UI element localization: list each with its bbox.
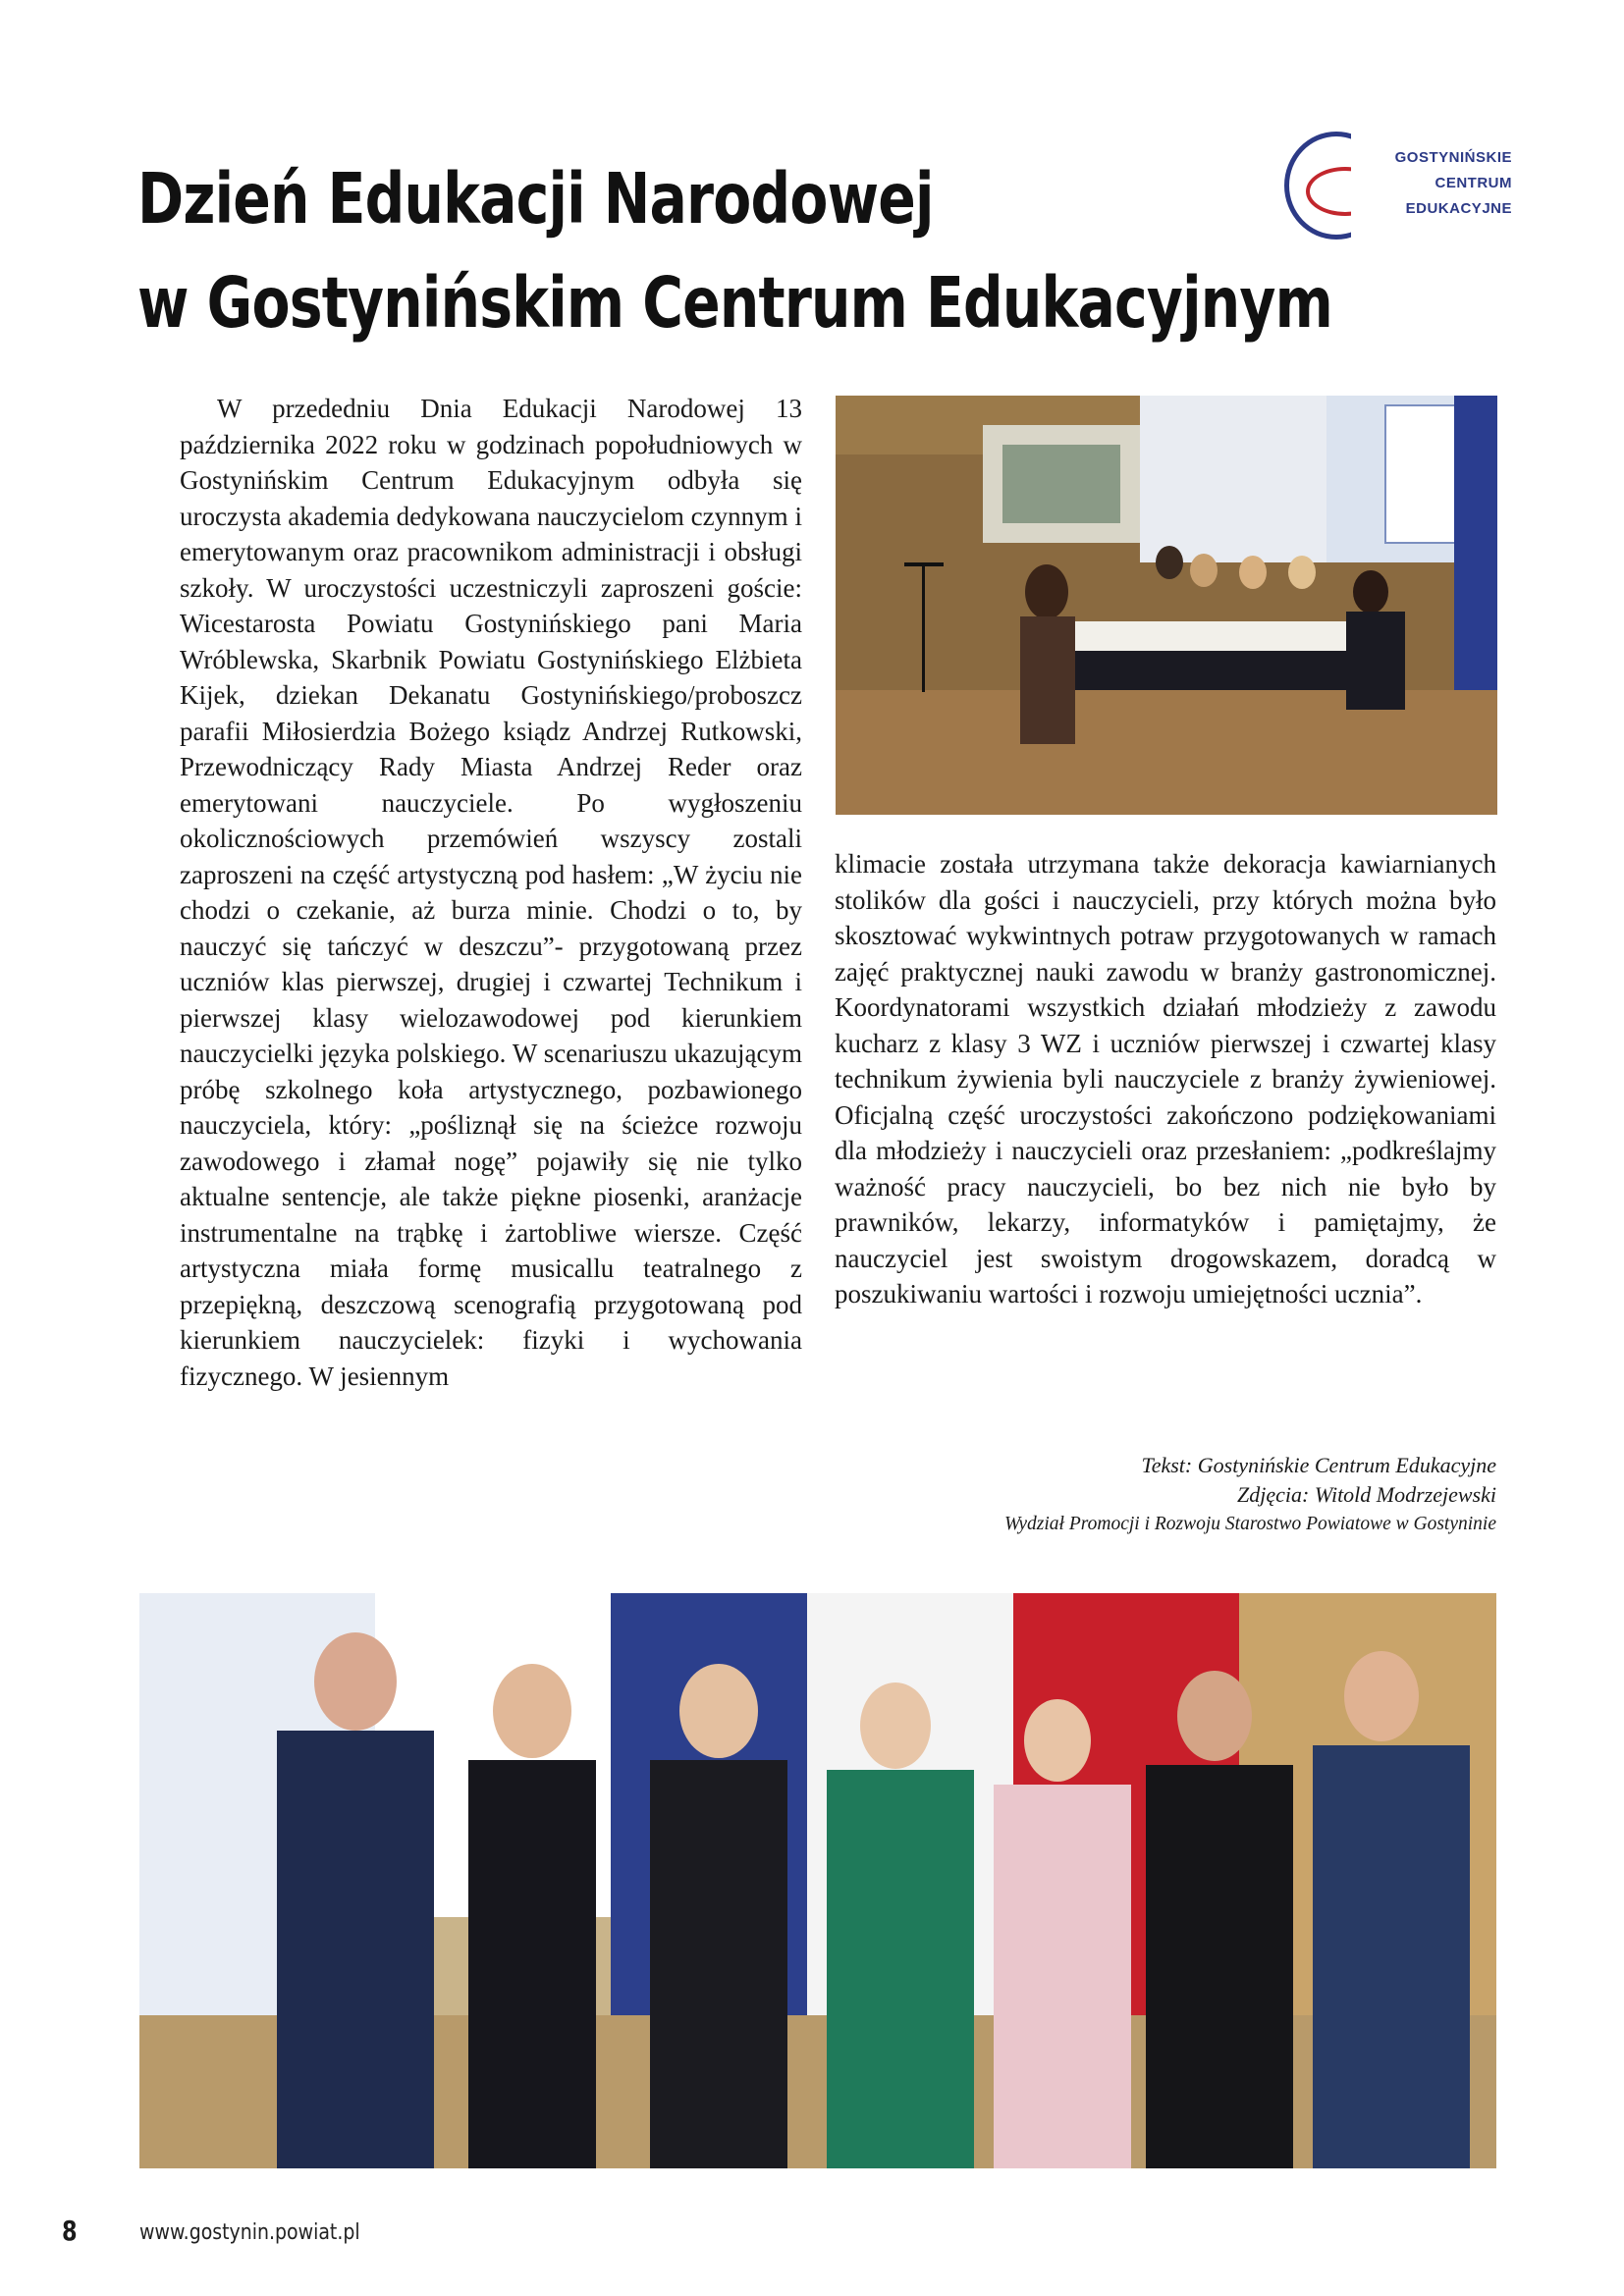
title-line-2: w Gostynińskim Centrum Edukacyjnym [137, 262, 1333, 344]
article-right-column [835, 846, 1496, 1312]
stage-performance-photo [836, 396, 1497, 815]
article-left-column [180, 391, 802, 1394]
article-title [137, 147, 1333, 355]
credit-department: Wydział Promocji i Rozwoju Starostwo Powiatowe w Gostyninie [1003, 1514, 1496, 1534]
group-photo [139, 1593, 1496, 2168]
article-paragraph-2: klimacie została utrzymana także dekoracja kawiarnianych stolików dla gości i nauczycieli, przy których można było skosztować wykwintnych potraw przygotowanych w ramach zajęć praktycznej nauki zawodu w branży gastronomicznej. Koordynatorami wszystkich działań młodzieży z zawodu kucharz z klasy 3 WZ i uczniów pierwszej i czwartej klasy technikum żywienia byli nauczyciele z branży żywieniowej. Oficjalną część uroczystości zakończono podziękowaniami dla młodzieży i nauczycieli oraz przesłaniem: „podkreślajmy ważność pracy nauczycieli, bo bez nich nie było by prawników, lekarzy, informatyków i pamiętajmy, że nauczyciel jest swoistym drogowskazem, doradcą w poszukiwaniu wartości i rozwoju umiejętności ucznia”. [835, 849, 1496, 1308]
article-paragraph-1: W przededniu Dnia Edukacji Narodowej 13 października 2022 roku w godzinach popołudniowych w Gostynińskim Centrum Edukacyjnym odbyła się uroczysta akademia dedykowana nauczycielom czynnym i emerytowanym oraz pracownikom administracji i obsługi szkoły. W uroczystości uczestniczyli zaproszeni goście: Wicestarosta Powiatu Gostynińskiego pani Maria Wróblewska, Skarbnik Powiatu Gostynińskiego Elżbieta Kijek, dziekan Dekanatu Gostynińskiego/proboszcz parafii Miłosierdzia Bożego ksiądz Andrzej Rutkowski, Przewodniczący Rady Miasta Andrzej Reder oraz emerytowani nauczyciele. Po wygłoszeniu okolicznościowych przemówień wszyscy zostali zaproszeni na część artystyczną pod hasłem: „W życiu nie chodzi o czekanie, aż burza minie. Chodzi o to, by nauczyć się tańczyć w deszczu”- przygotowaną przez uczniów klas pierwszej, drugiej i czwartej Technikum i pierwszej klasy wielozawodowej pod kierunkiem nauczycielki języka polskiego. W scenariuszu ukazującym próbę szkolnego koła artystycznego, pozbawionego nauczyciela, który: „pośliznął się na ścieżce rozwoju zawodowego i złamał nogę” pojawiły się nie tylko aktualne sentencje, ale także piękne piosenki, aranżacje instrumentalne na trąbkę i żartobliwe wiersze. Część artystyczna miała formę musicallu teatralnego z przepiękną, deszczową scenografią przygotowaną pod kierunkiem nauczycielek: fizyki i wychowania fizycznego. W jesiennym [180, 394, 802, 1391]
credit-text: Tekst: Gostynińskie Centrum Edukacyjne [1141, 1453, 1496, 1477]
credit-photos: Zdjęcia: Witold Modrzejewski [1237, 1482, 1496, 1507]
gce-logo [1276, 128, 1512, 247]
logo-line-2: CENTRUM [1435, 175, 1512, 191]
logo-line-1: GOSTYNIŃSKIE [1394, 149, 1512, 166]
page-number: 8 [62, 2215, 78, 2247]
credits [835, 1451, 1496, 1539]
logo-line-3: EDUKACYJNE [1405, 200, 1512, 217]
footer-url: www.gostynin.powiat.pl [139, 2220, 360, 2245]
logo-text [1395, 145, 1512, 222]
title-line-1: Dzień Edukacji Narodowej [137, 158, 934, 240]
